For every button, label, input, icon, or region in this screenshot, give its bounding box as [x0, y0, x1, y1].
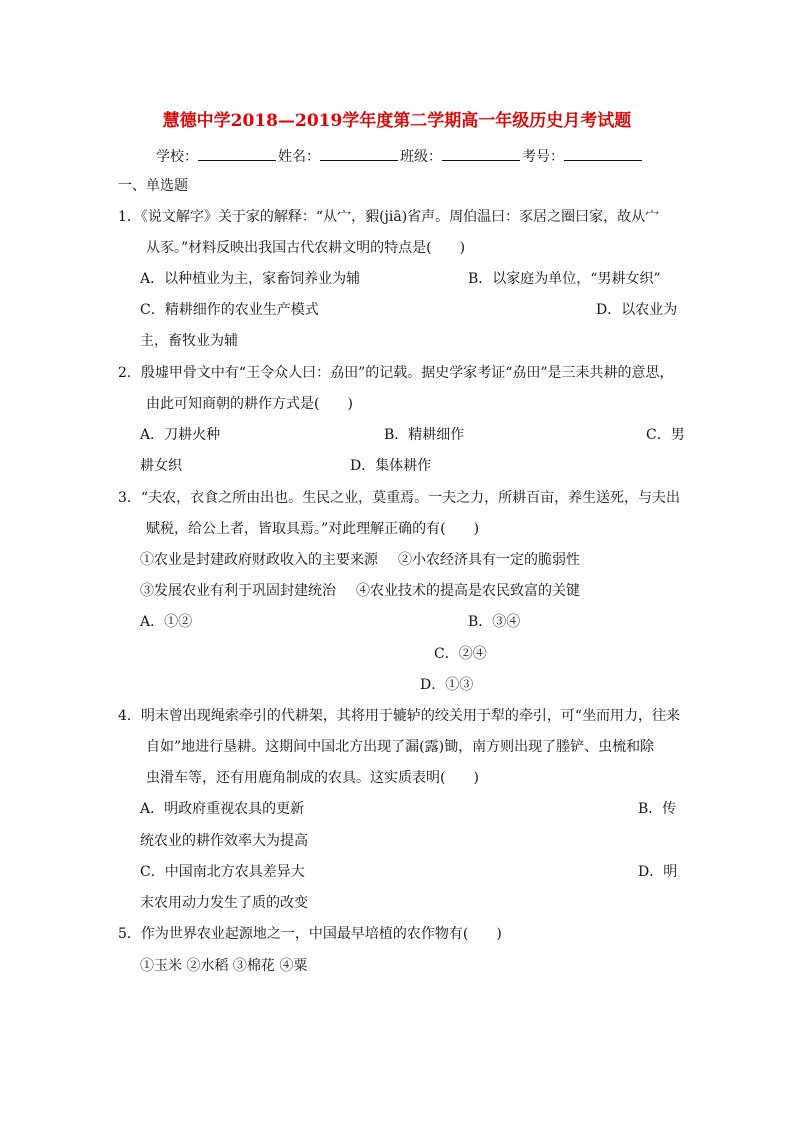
q3-option-c: C．②④ — [434, 646, 487, 662]
q3-statement-4: ④农业技术的提高是农民致富的关键 — [356, 583, 580, 599]
page-title: 慧德中学2018—2019学年度第二学期高一年级历史月考试题 — [162, 111, 632, 131]
q1-option-c: C．精耕细作的农业生产模式 — [140, 302, 319, 318]
q4-option-c: C．中国南北方农具差异大 — [140, 864, 305, 880]
q1-option-d-cont: 主，畜牧业为辅 — [140, 333, 238, 349]
q4-stem-line3: 虫滑车等，还有用鹿角制成的农具。这实质表明( ) — [146, 770, 479, 786]
q1-option-b: B．以家庭为单位，“男耕女织” — [468, 271, 661, 287]
exam-no-label: 考号： — [522, 149, 564, 165]
section-heading: 一、单选题 — [118, 178, 188, 194]
q3-option-a: A．①② — [140, 614, 193, 630]
q2-option-c-cont: 耕女织 — [140, 458, 182, 474]
q1-stem-line2: 从豕。”材料反映出我国古代农耕文明的特点是( ) — [146, 240, 466, 256]
q4-option-b-cont: 统农业的耕作效率大为提高 — [140, 833, 308, 849]
exam-no-blank — [564, 148, 642, 161]
q2-option-b: B．精耕细作 — [384, 427, 465, 443]
name-label: 姓名： — [278, 149, 320, 165]
q4-option-a: A．明政府重视农具的更新 — [140, 801, 305, 817]
q3-statement-1: ①农业是封建政府财政收入的主要来源 — [140, 552, 378, 568]
q3-option-d: D．①③ — [420, 677, 474, 693]
q3-stem-line2: 赋税，给公上者，皆取具焉。”对此理解正确的有( ) — [146, 521, 480, 537]
q4-option-d-cont: 末农用动力发生了质的改变 — [140, 895, 308, 911]
q3-statement-2: ②小农经济具有一定的脆弱性 — [398, 552, 580, 568]
q1-stem-line1: 1．《说文解字》关于家的解释：“从宀，豭(jiā)省声。周伯温曰：豕居之圈曰家，故从宀 — [118, 209, 660, 225]
q4-option-d: D．明 — [638, 864, 678, 880]
q2-stem-line1: 2．殷墟甲骨文中有“王令众人曰：劦田”的记载。据史学家考证“劦田”是三耒共耕的意思， — [118, 365, 674, 381]
school-label: 学校： — [156, 149, 198, 165]
q4-stem-line1: 4．明末曾出现绳索牵引的代耕架，其将用于辘轳的绞关用于犁的牵引，可“坐而用力，往来 — [118, 708, 681, 724]
q2-option-a: A．刀耕火种 — [140, 427, 221, 443]
q3-statement-3: ③发展农业有利于巩固封建统治 — [140, 583, 336, 599]
q5-crop-options: ①玉米 ②水稻 ③棉花 ④粟 — [140, 958, 308, 974]
name-blank — [320, 148, 398, 161]
student-info-line — [156, 146, 644, 166]
q1-option-a: A．以种植业为主，家畜饲养业为辅 — [140, 271, 361, 287]
q2-option-c: C．男 — [646, 427, 685, 443]
q4-option-b: B．传 — [638, 801, 677, 817]
q4-stem-line2: 自如”地进行垦耕。这期间中国北方出现了漏(露)锄，南方则出现了塍铲、虫梳和除 — [146, 739, 655, 755]
class-blank — [442, 148, 520, 161]
q3-stem-line1: 3．“夫农，衣食之所由出也。生民之业，莫重焉。一夫之力，所耕百亩，养生送死，与夫出 — [118, 490, 681, 506]
q2-stem-line2: 由此可知商朝的耕作方式是( ) — [146, 396, 353, 412]
q5-stem-line1: 5．作为世界农业起源地之一，中国最早培植的农作物有( ) — [118, 926, 502, 942]
q1-option-d: D．以农业为 — [596, 302, 678, 318]
school-blank — [198, 148, 276, 161]
q3-option-b: B．③④ — [468, 614, 521, 630]
q2-option-d: D．集体耕作 — [350, 458, 432, 474]
class-label: 班级： — [400, 149, 442, 165]
